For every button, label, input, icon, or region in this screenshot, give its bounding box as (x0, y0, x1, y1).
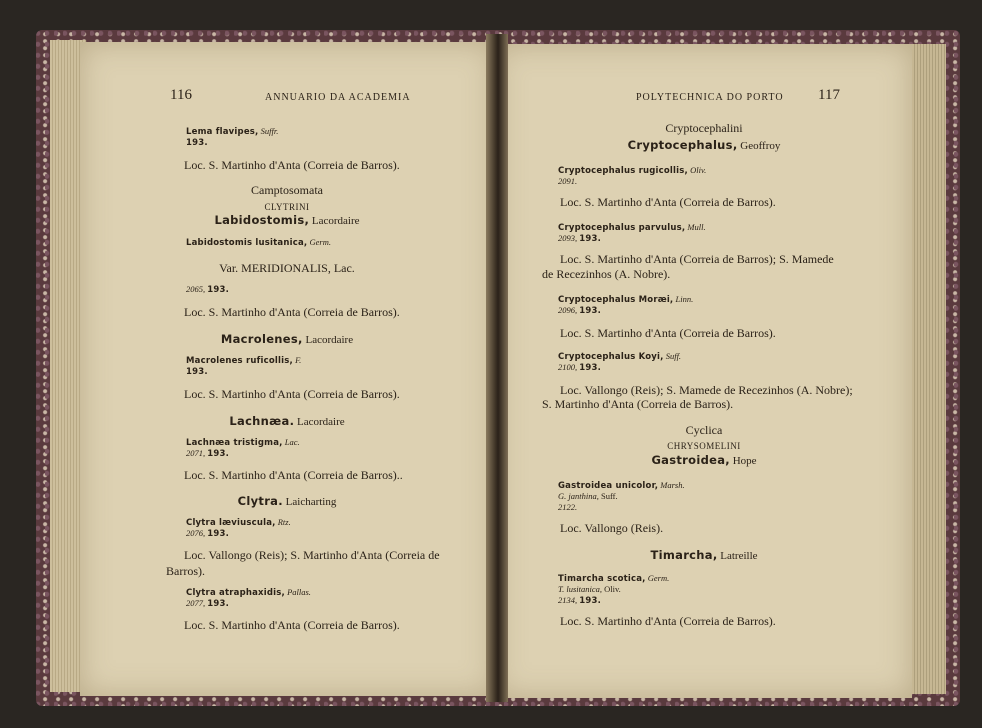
entry-locality: Loc. S. Martinho d'Anta (Correia de Barros). (184, 158, 400, 172)
genus-heading: Cryptocephalus, Geoffroy (627, 138, 781, 152)
genus-heading: Gastroidea, Hope (651, 453, 757, 467)
entry-species: Lachnæa tristigma, Lac. (186, 437, 300, 448)
page-number: 117 (818, 87, 840, 103)
page-edges-right (906, 44, 946, 694)
section-heading: Cyclica (685, 423, 723, 437)
entry-species: Labidostomis lusitanica, Germ. (186, 237, 331, 248)
entry-number: 2077, 193. (186, 598, 230, 609)
variety-heading: Var. MERIDIONALIS, Lac. (219, 261, 355, 275)
genus-heading: Macrolenes, Lacordaire (220, 332, 354, 346)
entry-synonym: T. lusitanica, Oliv. (558, 584, 621, 594)
entry-species: Cryptocephalus rugicollis, Oliv. (558, 165, 707, 176)
tribe-heading: CLYTRINI (264, 202, 310, 212)
entry-number: 2076, 193. (186, 528, 230, 539)
left-page (80, 42, 494, 696)
entry-synonym: G. janthina, Suff. (558, 491, 618, 501)
entry-species: Gastroidea unicolor, Marsh. (558, 480, 685, 491)
section-heading: Cryptocephalini (665, 121, 743, 135)
entry-locality: Loc. S. Martinho d'Anta (Correia de Barros). (184, 387, 400, 401)
entry-species: Clytra læviuscula, Rtz. (186, 517, 291, 528)
entry-number: 2065, 193. (186, 284, 230, 295)
right-page (496, 44, 912, 698)
entry-number: 193. (186, 367, 208, 377)
entry-locality-continued: Barros). (166, 564, 205, 578)
entry-species: Cryptocephalus Moræi, Linn. (558, 294, 694, 305)
entry-number: 193. (186, 138, 208, 148)
tribe-heading: CHRYSOMELINI (667, 441, 741, 451)
entry-locality: Loc. Vallongo (Reis); S. Martinho d'Anta (Correia de (184, 548, 440, 562)
page-number: 116 (170, 87, 192, 103)
entry-species: Macrolenes ruficollis, F. (186, 355, 302, 366)
entry-locality-continued: de Recezinhos (A. Nobre). (542, 267, 671, 281)
entry-species: Cryptocephalus Koyi, Suff. (558, 351, 682, 362)
entry-number: 2122. (558, 502, 578, 512)
running-header: POLYTECHNICA DO PORTO (636, 92, 784, 103)
entry-number: 2091. (558, 176, 578, 186)
entry-number: 2071, 193. (186, 448, 230, 459)
entry-species: Timarcha scotica, Germ. (558, 573, 670, 584)
genus-heading: Lachnæa. Lacordaire (229, 414, 345, 428)
entry-species: Lema flavipes, Suffr. (186, 126, 279, 137)
entry-locality: Loc. S. Martinho d'Anta (Correia de Barros). (184, 305, 400, 319)
entry-locality: Loc. S. Martinho d'Anta (Correia de Barros). (560, 614, 776, 628)
entry-locality: Loc. S. Martinho d'Anta (Correia de Barros). (560, 195, 776, 209)
book-gutter (486, 34, 508, 702)
entry-locality: Loc. Vallongo (Reis). (560, 521, 664, 535)
entry-number: 2134, 193. (558, 595, 602, 606)
entry-locality: Loc. S. Martinho d'Anta (Correia de Barros). (184, 618, 400, 632)
entry-locality-continued: S. Martinho d'Anta (Correia de Barros). (542, 397, 734, 411)
entry-number: 2093, 193. (558, 233, 602, 244)
entry-locality: Loc. S. Martinho d'Anta (Correia de Barros). (560, 326, 776, 340)
entry-locality: Loc. S. Martinho d'Anta (Correia de Barros).. (184, 468, 403, 482)
genus-heading: Clytra. Laicharting (237, 494, 337, 508)
entry-species: Clytra atraphaxidis, Pallas. (186, 587, 311, 598)
running-header: ANNUARIO DA ACADEMIA (265, 92, 411, 103)
entry-locality: Loc. Vallongo (Reis); S. Mamede de Recezinhos (A. Nobre); (560, 383, 853, 397)
genus-heading: Labidostomis, Lacordaire (214, 213, 360, 227)
entry-number: 2100, 193. (558, 362, 602, 373)
entry-number: 2096, 193. (558, 305, 602, 316)
section-heading: Camptosomata (251, 183, 323, 197)
entry-locality: Loc. S. Martinho d'Anta (Correia de Barros); S. Mamede (560, 252, 834, 266)
genus-heading: Timarcha, Latreille (650, 548, 758, 562)
entry-species: Cryptocephalus parvulus, Mull. (558, 222, 706, 233)
